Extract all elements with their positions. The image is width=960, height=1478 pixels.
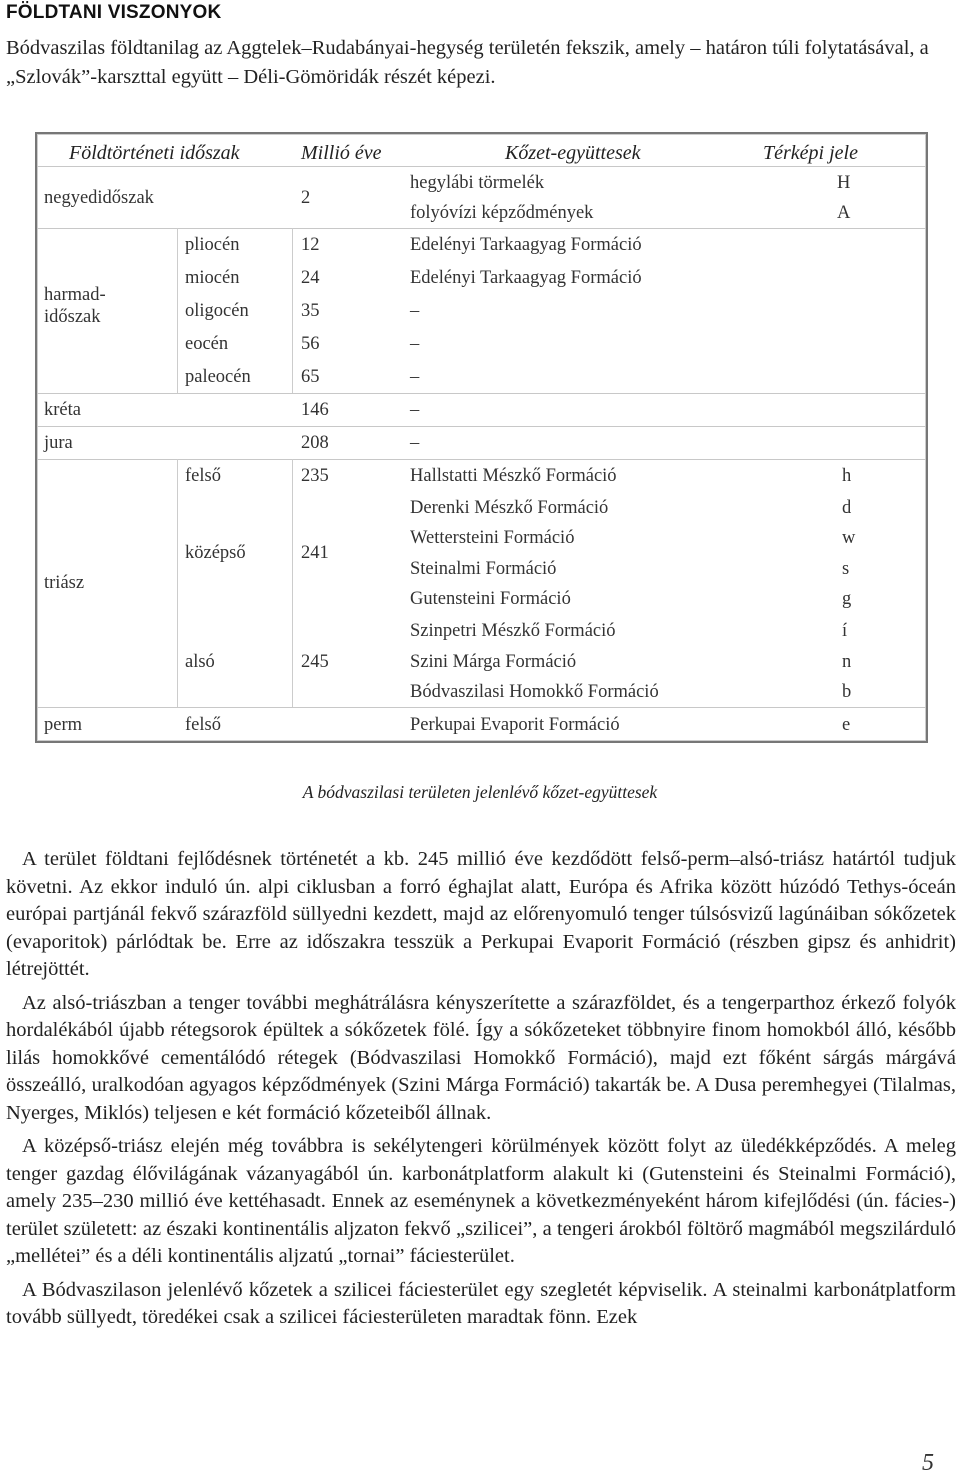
map-symbol: d [842, 498, 852, 518]
rock-unit: – [410, 301, 420, 321]
column-divider [177, 459, 178, 707]
rock-unit: Edelényi Tarkaagyag Formáció [410, 268, 642, 288]
rock-unit: Gutensteini Formáció [410, 589, 571, 609]
paragraph: A terület földtani fejlődésnek történetét a kb. 245 millió éve kezdődött felső-perm–alsó-triász határtól tudjuk követni. Az ekkor induló ún. alpi ciklusban a forró éghajlat alatt, Európa és Afrika között húzódó Tethys-óceán európai partjánál fekvő szárazföld süllyedni kezdett, majd az előrenyomuló tenger túlsósvizű lagúnáiban sókőzetek (evaporitok) párlódtak be. Erre az időszakra tesszük a Perkupai Evaporit Formáció (részben gipsz és anhidrit) létrejöttét. [6, 848, 956, 980]
header-map-symbol: Térképi jele [763, 142, 858, 164]
age-value: 65 [301, 367, 320, 387]
column-divider [292, 459, 293, 707]
epoch-name: alsó [185, 652, 215, 672]
period-cretaceous: kréta [44, 400, 81, 420]
epoch-name: felső [185, 466, 221, 486]
header-rocks: Kőzet-együttesek [505, 142, 641, 164]
period-quaternary: negyedidőszak [44, 188, 154, 208]
paragraph: A Bódvaszilason jelenlévő kőzetek a szilicei fáciesterület egy szegletét képviselik. A steinalmi karbonátplatform tovább süllyedt, töredékei csak a szilicei fáciesterületen maradtak fönn. Ezek [6, 1278, 956, 1328]
map-symbol: A [837, 203, 851, 223]
map-symbol: s [842, 559, 850, 579]
epoch-name: oligocén [185, 301, 249, 321]
rock-unit: Edelényi Tarkaagyag Formáció [410, 235, 642, 255]
rock-unit: Steinalmi Formáció [410, 559, 557, 579]
row-divider [37, 459, 926, 460]
header-age: Millió éve [301, 142, 382, 164]
paragraph: A középső-triász elején még továbbra is sekélytengeri körülmények között folyt az üledékképződés. A meleg tenger gazdag élővilágának vázanyagából ún. karbonátplatform alakult ki (Gutensteini és Steinalmi Formáció), amely 235–230 millió éve kettéhasadt. Ennek az eseménynek a következményeként három kifejlődési (ún. fácies-) terület született: az északi kontinentális aljzaton fekvő „szilicei”, a tengeri árokból föltörő magmából megszilárduló „mellétei” és a déli kontinentális aljzatú „tornai” fáciesterület. [6, 1135, 956, 1267]
map-symbol: g [842, 589, 852, 609]
period-tertiary: harmad-időszak [44, 285, 106, 327]
table-caption: A bódvaszilasi területen jelenlévő kőzet-együttesek [302, 782, 658, 802]
row-divider [37, 707, 926, 708]
map-symbol: b [842, 682, 852, 702]
intro-paragraph: Bódvaszilas földtanilag az Aggtelek–Rudabányai-hegység területén fekszik, amely – határon túli folytatásával, a „Szlovák”-karszttal együtt – Déli-Gömöridák részét képezi. [6, 37, 929, 88]
rock-unit: – [410, 334, 420, 354]
rock-unit: Szinpetri Mészkő Formáció [410, 621, 616, 641]
age-value: 241 [301, 543, 329, 563]
age-value: 235 [301, 466, 329, 486]
epoch-name: paleocén [185, 367, 251, 387]
rock-unit: – [410, 367, 420, 387]
age-value: 12 [301, 235, 320, 255]
column-divider [292, 228, 293, 393]
row-divider [37, 228, 926, 229]
row-divider [37, 166, 926, 167]
epoch-name: felső [185, 715, 221, 735]
epoch-name: eocén [185, 334, 229, 354]
header-period: Földtörténeti időszak [69, 142, 240, 164]
rock-unit: Hallstatti Mészkő Formáció [410, 466, 617, 486]
map-symbol: n [842, 652, 852, 672]
row-divider [37, 393, 926, 394]
epoch-name: miocén [185, 268, 240, 288]
map-symbol: e [842, 715, 851, 735]
age-value: 208 [301, 433, 329, 453]
epoch-name: pliocén [185, 235, 240, 255]
period-triassic: triász [44, 573, 85, 593]
map-symbol: h [842, 466, 852, 486]
period-jurassic: jura [44, 433, 73, 453]
body-text [6, 846, 956, 1338]
paragraph: Az alsó-triászban a tenger további meghátrálásra kényszerítette a szárazföldet, és a tengerparthoz érkező folyók hordalékából újabb rétegsorok épültek a sókőzetek fölé. Így a sókőzeteket többnyire finom homokból álló, később lilás homokkővé cementálódó rétegek (Bódvaszilasi Homokkő Formáció), majd ezt főként sárgás márgává összeálló, uralkodóan agyagos képződmények (Szini Márga Formáció) takarták be. A Dusa peremhegyei (Tilalmas, Nyerges, Miklós) teljesen e két formáció kőzeteiből állnak. [6, 991, 956, 1124]
rock-unit: Bódvaszilasi Homokkő Formáció [410, 682, 659, 702]
epoch-name: középső [185, 543, 246, 563]
period-permian: perm [44, 715, 83, 735]
map-symbol: w [842, 528, 856, 548]
rock-unit: Wettersteini Formáció [410, 528, 575, 548]
rock-unit: Perkupai Evaporit Formáció [410, 715, 620, 735]
column-divider [177, 228, 178, 393]
map-symbol: í [842, 621, 848, 641]
map-symbol: H [837, 173, 851, 193]
age-value: 24 [301, 268, 320, 288]
section-title: FÖLDTANI VISZONYOK [6, 2, 222, 23]
age-value: 245 [301, 652, 329, 672]
age-value: 2 [301, 188, 311, 208]
age-value: 146 [301, 400, 329, 420]
rock-unit: – [410, 400, 420, 420]
row-divider [37, 426, 926, 427]
geology-table [35, 132, 928, 743]
rock-unit: hegylábi törmelék [410, 173, 545, 193]
rock-unit: Szini Márga Formáció [410, 652, 577, 672]
age-value: 35 [301, 301, 320, 321]
rock-unit: Derenki Mészkő Formáció [410, 498, 609, 518]
rock-unit: folyóvízi képződmények [410, 203, 594, 223]
rock-unit: – [410, 433, 420, 453]
page-number: 5 [922, 1450, 934, 1476]
age-value: 56 [301, 334, 320, 354]
